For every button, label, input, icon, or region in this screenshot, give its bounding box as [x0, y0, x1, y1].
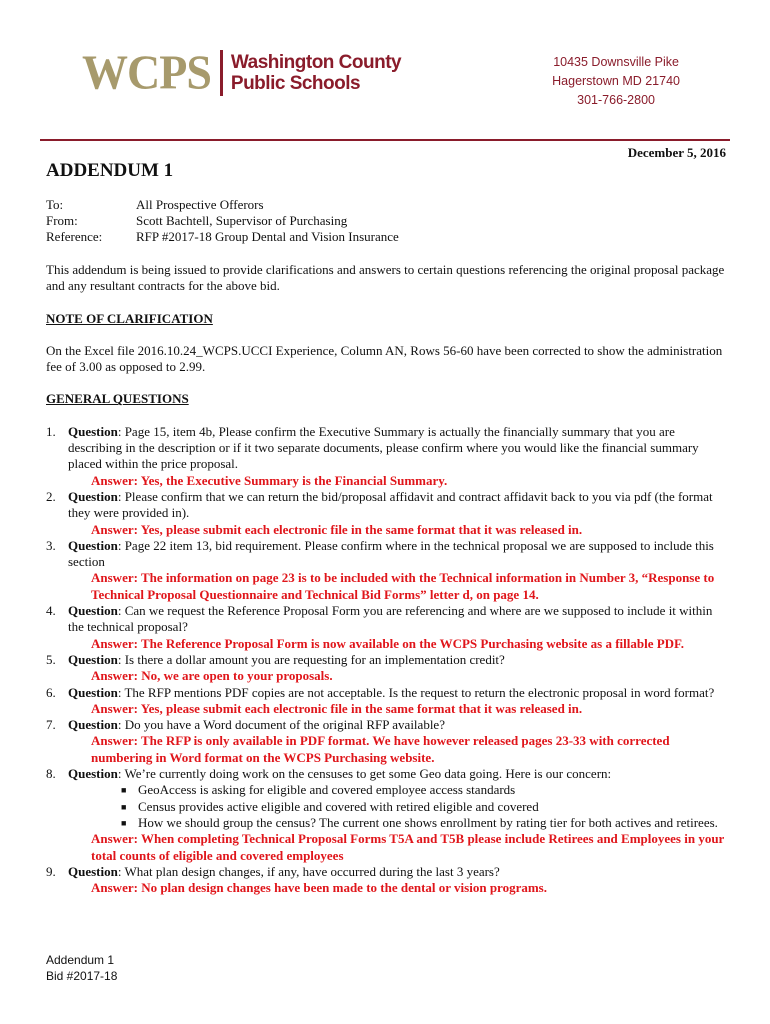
question-number: 5.: [46, 651, 56, 667]
question-item: [46, 717, 726, 766]
answer-label: Answer: [91, 733, 134, 749]
logo-divider: [220, 50, 223, 96]
answer-body: : When completing Technical Proposal Forms T5A and T5B please include Retirees and Employees in your total counts of eligible and covered employees: [91, 831, 725, 863]
answer-body: : No, we are open to your proposals.: [133, 668, 333, 684]
answer-body: : Yes, the Executive Summary is the Financial Summary.: [133, 472, 448, 488]
answer-label: Answer: [91, 668, 134, 684]
question-number: 2.: [46, 488, 56, 504]
square-bullet-icon: ■: [121, 785, 127, 796]
answer-label: Answer: [91, 700, 134, 716]
question-number: 1.: [46, 423, 56, 439]
question-text: [68, 652, 726, 668]
answer-body: : The RFP is only available in PDF format. We have however released pages 23-33 with corrected numbering in Word format on the WCPS Purchasing website.: [91, 733, 670, 765]
question-text: [68, 489, 726, 522]
question-body: : Can we request the Reference Proposal Form you are referencing and where are we supposed to include it within the technical proposal?: [68, 603, 713, 635]
question-body: : Do you have a Word document of the original RFP available?: [117, 717, 445, 733]
concern-bullet: [121, 782, 726, 798]
address-city: Hagerstown MD 21740: [552, 74, 680, 88]
addendum-title: ADDENDUM 1: [46, 160, 174, 181]
answer-text: [68, 570, 726, 603]
address-block: [552, 53, 680, 110]
question-item: [46, 489, 726, 538]
document-date: December 5, 2016: [627, 145, 726, 160]
question-text: [68, 717, 726, 733]
concern-bullet: [121, 814, 726, 831]
document-body: [46, 262, 726, 896]
question-item: [46, 538, 726, 603]
question-body: : Please confirm that we can return the bid/proposal affidavit and contract affidavit back to you via pdf (the format they were provided in).: [68, 488, 713, 521]
question-label: Question: [68, 651, 118, 667]
question-label: Question: [68, 684, 118, 700]
question-label: Question: [68, 488, 118, 504]
answer-text: [68, 473, 726, 489]
question-text: [68, 685, 726, 701]
answer-text: [68, 701, 726, 717]
answer-text: [68, 636, 726, 652]
question-label: Question: [68, 717, 118, 733]
logo-org-line1: Washington County: [230, 52, 402, 73]
address-street: 10435 Downsville Pike: [553, 55, 679, 69]
concern-bullet-text: Census provides active eligible and covered with retired eligible and covered: [138, 798, 539, 814]
question-label: Question: [68, 537, 118, 553]
question-number: 7.: [46, 717, 56, 733]
question-label: Question: [68, 766, 118, 782]
memo-to-label: To:: [46, 197, 64, 212]
answer-text: [68, 668, 726, 684]
question-body: : What plan design changes, if any, have occurred during the last 3 years?: [117, 863, 500, 879]
question-number: 8.: [46, 766, 56, 782]
answer-label: Answer: [91, 570, 134, 586]
footer-bid-number: Bid #2017-18: [46, 969, 118, 983]
question-number: 9.: [46, 863, 56, 879]
memo-from-value: Scott Bachtell, Supervisor of Purchasing: [136, 213, 348, 228]
concern-bullet-text: GeoAccess is asking for eligible and covered employee access standards: [138, 782, 516, 798]
memo-to-value: All Prospective Offerors: [136, 197, 264, 212]
memo-reference-row: [46, 229, 399, 245]
question-item: [46, 864, 726, 897]
question-item: [46, 603, 726, 652]
page-footer: [46, 952, 117, 984]
answer-body: : The information on page 23 is to be included with the Technical information in Number 3, “Response to Technical Proposal Questionnaire and Technical Bid Forms” letter d, on page 14.: [91, 570, 715, 602]
wcps-logo: [82, 47, 401, 99]
footer-addendum: Addendum 1: [46, 953, 115, 967]
concern-bullet-list: [68, 782, 726, 831]
question-body: : Page 15, item 4b, Please confirm the Executive Summary is actually the financially summary that you are describing in the description or if it two separate documents, please confirm where you would like the financial summary placed within the price proposal.: [68, 423, 699, 472]
address-phone: 301-766-2800: [577, 93, 655, 107]
question-number: 6.: [46, 684, 56, 700]
answer-text: [68, 522, 726, 538]
question-item: [46, 424, 726, 489]
logo-org-name: [231, 52, 401, 94]
question-number: 4.: [46, 603, 56, 619]
question-text: [68, 766, 726, 782]
header-rule: [40, 139, 730, 141]
question-text: [68, 424, 726, 473]
questions-list: [46, 424, 726, 897]
question-body: : Is there a dollar amount you are requesting for an implementation credit?: [117, 651, 505, 667]
concern-bullet: [121, 798, 726, 815]
question-label: Question: [68, 863, 118, 879]
question-label: Question: [68, 423, 118, 439]
square-bullet-icon: ■: [121, 801, 127, 812]
memo-reference-value: RFP #2017-18 Group Dental and Vision Insurance: [136, 229, 399, 244]
answer-label: Answer: [91, 831, 134, 847]
question-body: : We’re currently doing work on the censuses to get some Geo data going. Here is our concern:: [117, 766, 612, 782]
answer-label: Answer: [91, 521, 134, 537]
answer-text: [68, 733, 726, 766]
answer-label: Answer: [91, 472, 134, 488]
clarification-body: On the Excel file 2016.10.24_WCPS.UCCI Experience, Column AN, Rows 56-60 have been corrected to show the administration fee of 3.00 as opposed to 2.99.: [46, 342, 723, 375]
question-body: : Page 22 item 13, bid requirement. Please confirm where in the technical proposal we are supposed to include this section: [68, 537, 714, 570]
question-text: [68, 603, 726, 636]
answer-body: : Yes, please submit each electronic file in the same format that it was released in.: [133, 521, 583, 537]
answer-body: : The Reference Proposal Form is now available on the WCPS Purchasing website as a fillable PDF.: [133, 635, 685, 651]
question-body: : The RFP mentions PDF copies are not acceptable. Is the request to return the electronic proposal in word format?: [117, 684, 715, 700]
answer-body: : Yes, please submit each electronic file in the same format that it was released in.: [133, 700, 583, 716]
memo-from-row: [46, 213, 399, 229]
question-label: Question: [68, 603, 118, 619]
memo-block: [46, 197, 399, 245]
answer-text: [68, 831, 726, 864]
logo-mark: WCPS: [82, 45, 211, 100]
logo-org-line2: Public Schools: [230, 73, 361, 94]
question-number: 3.: [46, 537, 56, 553]
clarification-heading: NOTE OF CLARIFICATION: [46, 310, 213, 326]
answer-label: Answer: [91, 880, 134, 896]
question-text: [68, 538, 726, 571]
memo-reference-label: Reference:: [46, 229, 103, 244]
answer-label: Answer: [91, 635, 134, 651]
answer-text: [68, 880, 726, 896]
question-item: [46, 652, 726, 685]
square-bullet-icon: ■: [121, 817, 127, 828]
question-item: [46, 685, 726, 718]
answer-body: : No plan design changes have been made to the dental or vision programs.: [133, 880, 547, 896]
question-item: [46, 766, 726, 864]
concern-bullet-text: How we should group the census? The current one shows enrollment by rating tier for both actives and retirees.: [138, 814, 718, 830]
memo-from-label: From:: [46, 213, 78, 228]
question-text: [68, 864, 726, 880]
intro-paragraph: This addendum is being issued to provide clarifications and answers to certain questions referencing the original proposal package and any resultant contracts for the above bid.: [46, 262, 725, 294]
general-questions-heading: GENERAL QUESTIONS: [46, 391, 189, 407]
memo-to-row: [46, 197, 399, 213]
